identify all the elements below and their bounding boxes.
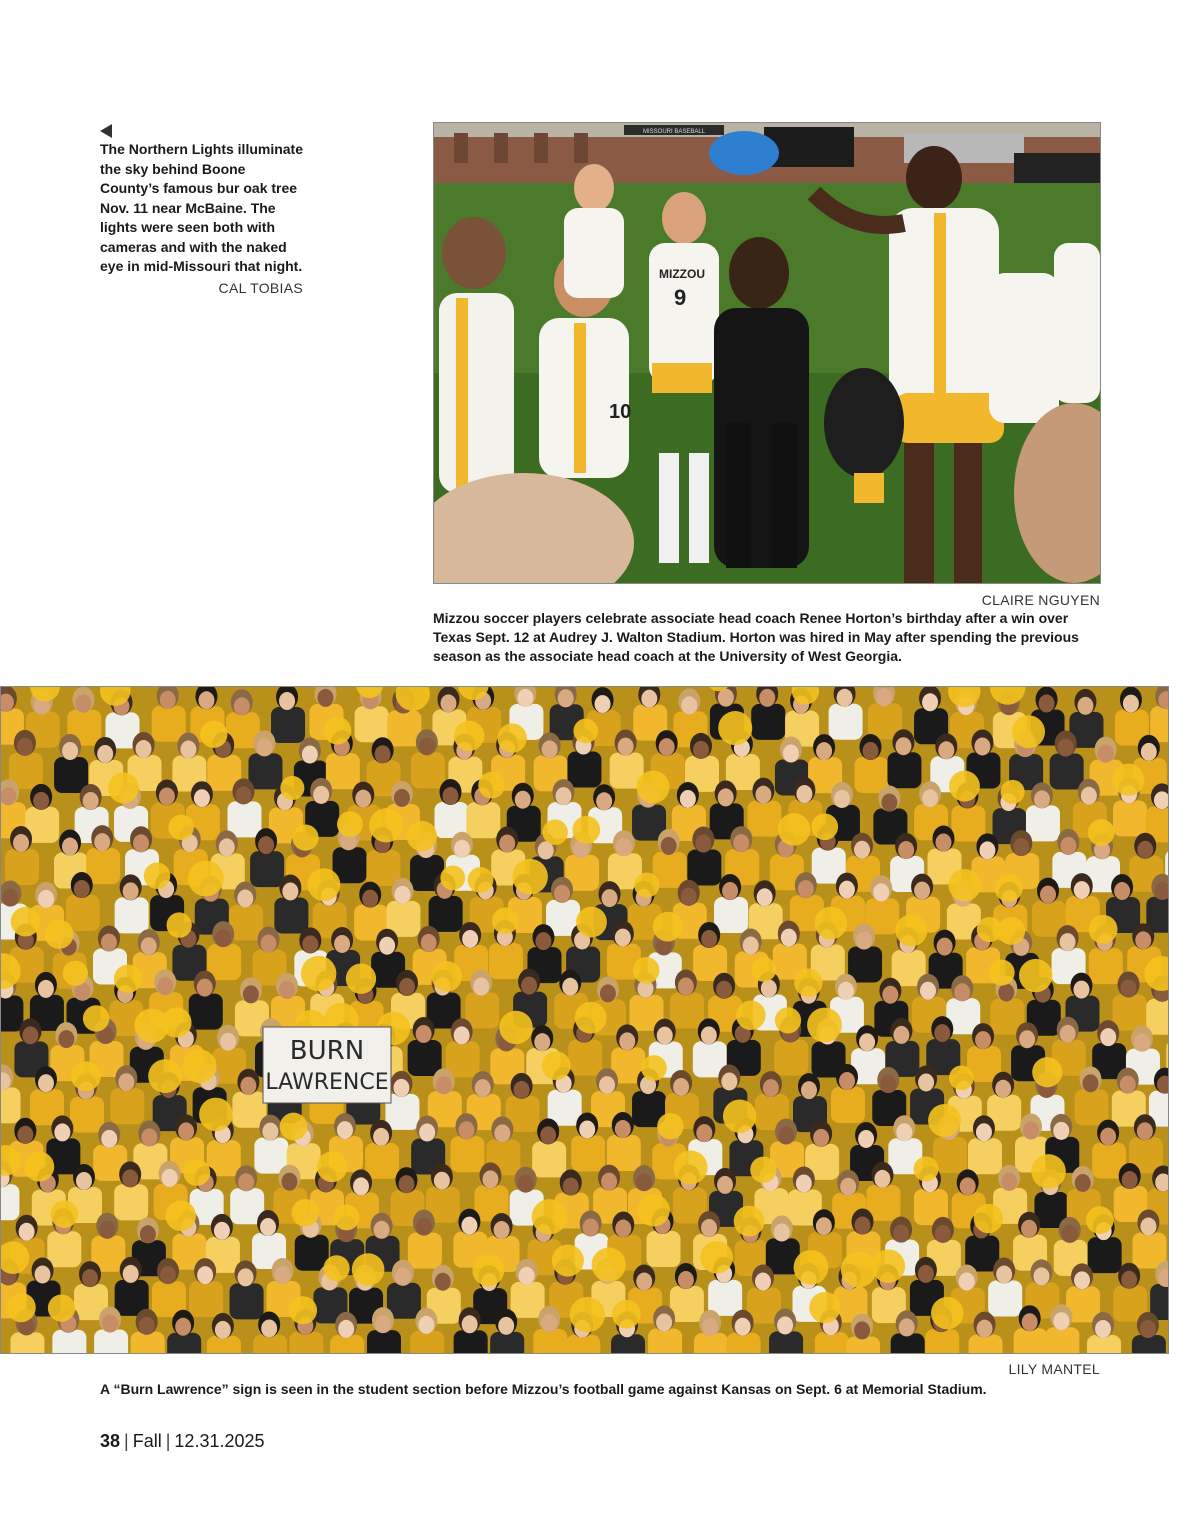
footer-section: Fall — [132, 1431, 162, 1451]
northern-lights-photo-credit: CAL TOBIAS — [218, 280, 303, 296]
sign-line-1: BURN — [289, 1036, 365, 1066]
football-caption: A “Burn Lawrence” sign is seen in the student section before Mizzou’s football game against Kansas on Sept. 6 at Memorial Stadium. — [100, 1381, 987, 1397]
student-section-crowd-photo — [0, 686, 1169, 1354]
burn-lawrence-sign — [263, 1027, 391, 1103]
page-number: 38 — [100, 1431, 121, 1451]
footer-separator-2: | — [165, 1431, 171, 1451]
sign-line-2: LAWRENCE — [265, 1070, 389, 1095]
northern-lights-caption: The Northern Lights illuminate the sky behind Boone County’s famous bur oak tree Nov. 11 near McBaine. The lights were seen both with cameras and with the naked eye in mid-Missouri that night. — [100, 141, 304, 274]
soccer-caption: Mizzou soccer players celebrate associate head coach Renee Horton’s birthday after a win over Texas Sept. 12 at Audrey J. Walton Stadium. Horton was hired in May after spending the previous season as the associate head coach at the University of West Georgia. — [433, 610, 1079, 664]
footer-date: 12.31.2025 — [174, 1431, 265, 1451]
jersey-number-9: 9 — [674, 285, 687, 310]
football-photo-credit: LILY MANTEL — [1008, 1361, 1100, 1377]
left-arrow-icon — [100, 124, 112, 138]
footer-separator-1: | — [124, 1431, 129, 1451]
soccer-photo-credit: CLAIRE NGUYEN — [981, 592, 1100, 608]
soccer-celebration-photo — [433, 122, 1101, 584]
jersey-text-mizzou: MIZZOU — [659, 267, 705, 281]
page-footer — [100, 1431, 265, 1452]
jersey-number-10: 10 — [609, 401, 632, 423]
banner-text: MISSOURI BASEBALL — [642, 129, 706, 135]
